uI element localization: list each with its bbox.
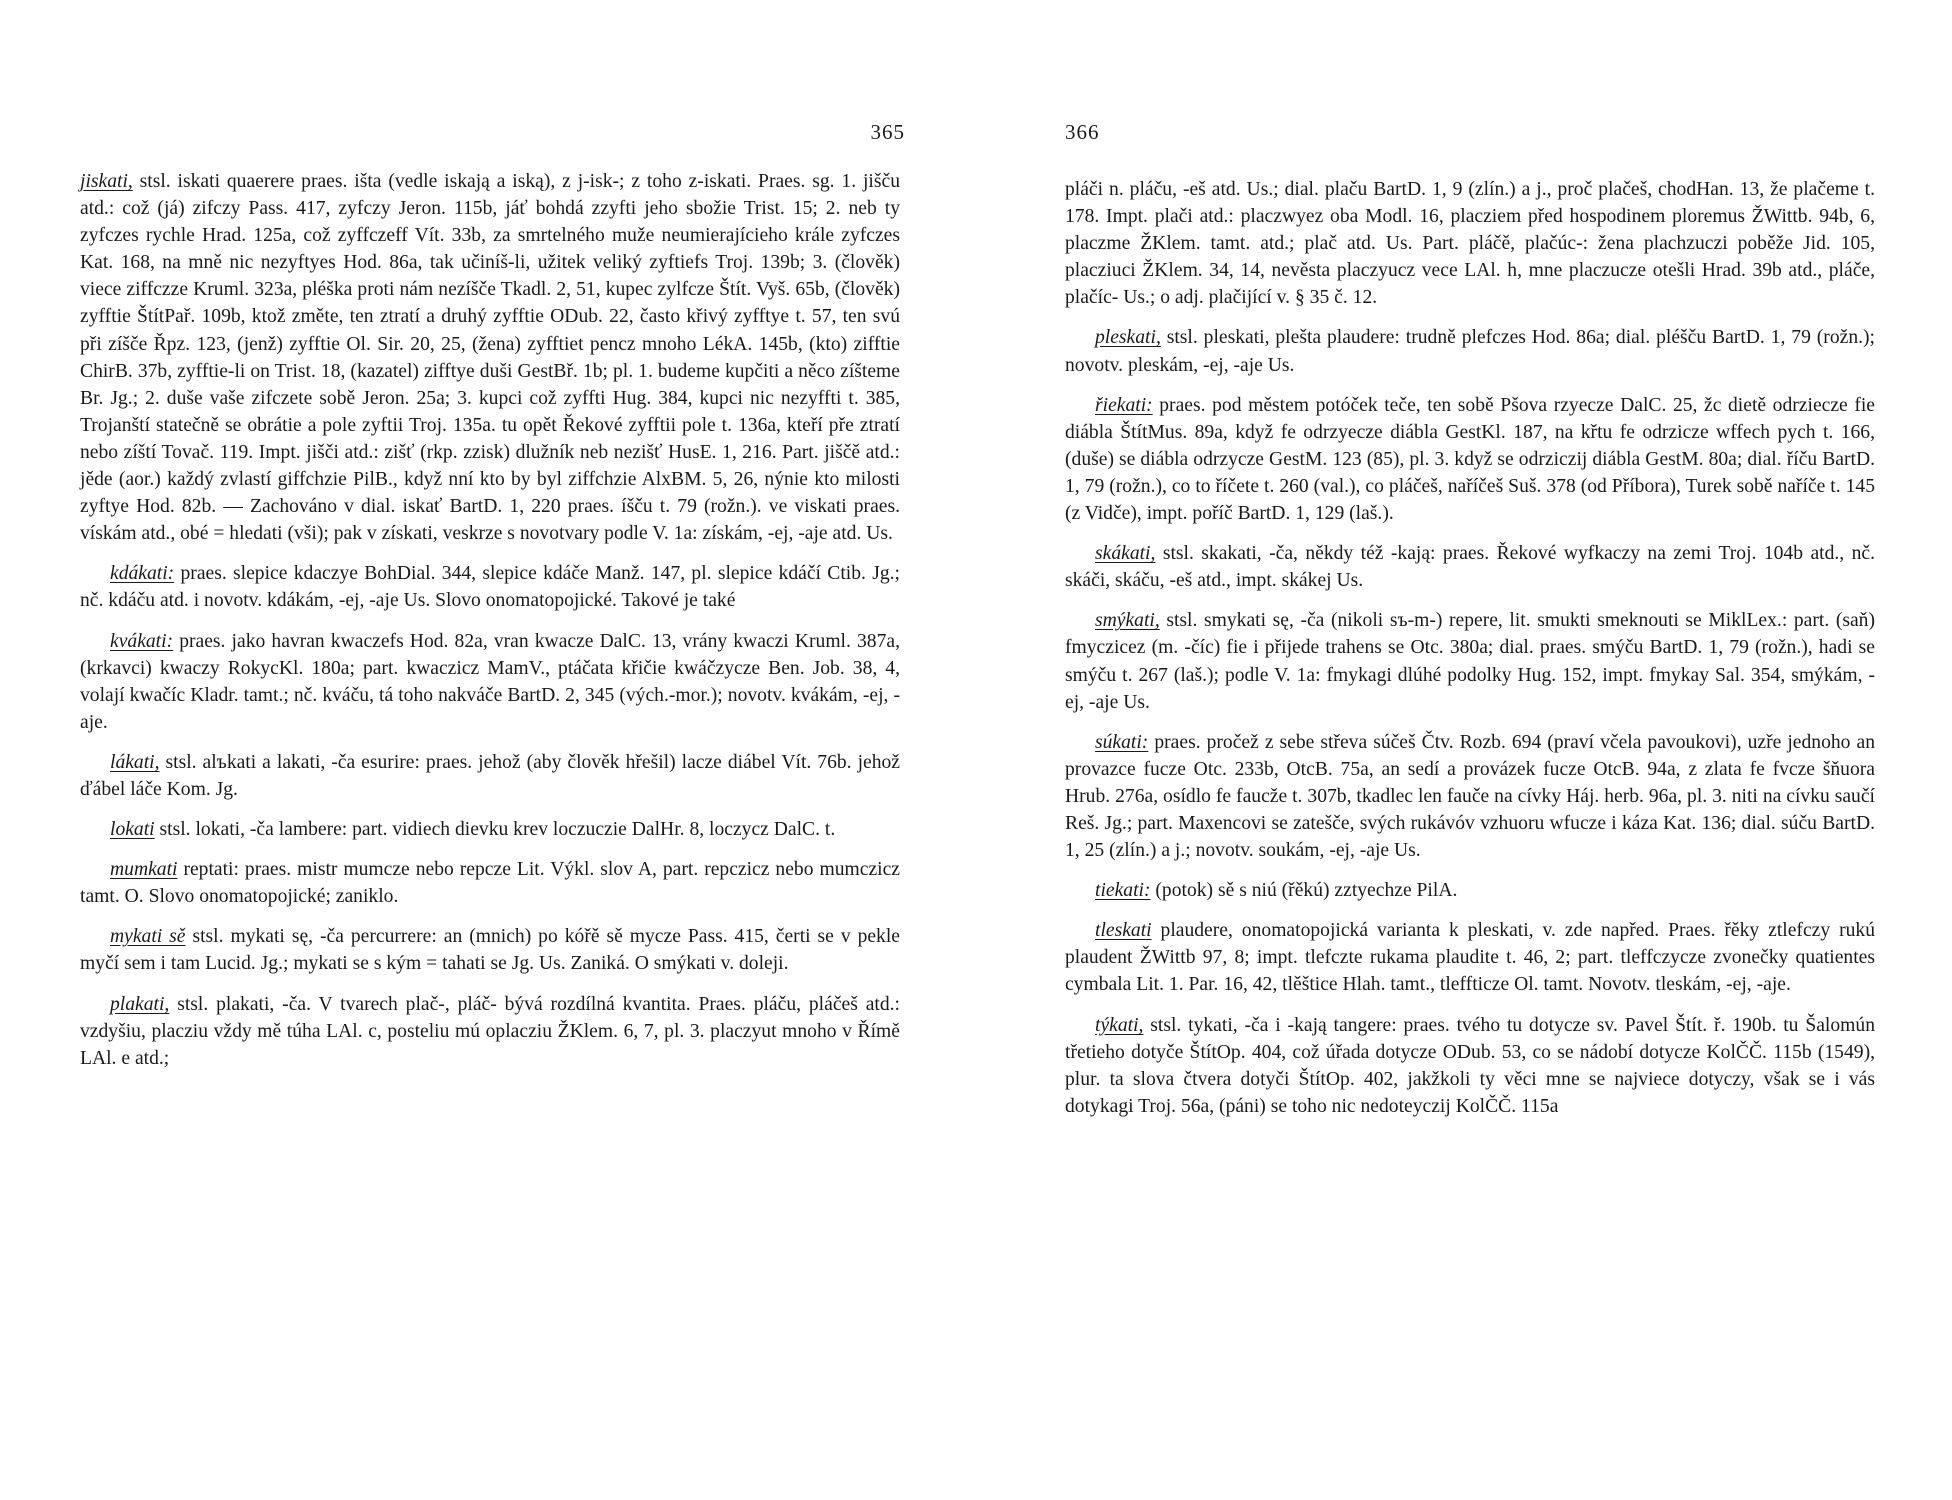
right-page <box>1065 0 1875 1500</box>
dictionary-entry <box>1065 324 1875 378</box>
entry-headword: pleskati, <box>1095 327 1161 349</box>
left-column <box>80 168 900 1085</box>
entry-headword: skákati, <box>1095 543 1156 565</box>
entry-headword: lákati, <box>110 751 160 773</box>
dictionary-entry <box>80 856 900 910</box>
entry-headword: mykati sě <box>110 926 186 948</box>
dictionary-entry <box>1065 607 1875 715</box>
entry-headword: kvákati: <box>110 630 174 652</box>
entry-body: stsl. lokati, -ča lambere: part. vidiech dievku krev loczuczie DalHr. 8, loczycz DalC. t. <box>154 819 836 841</box>
entry-body: pláči n. pláču, -eš atd. Us.; dial. plaču BartD. 1, 9 (zlín.) a j., proč plačeš, chodHan. 13, že plačeme t. 178. Impt. plači atd.: placzwyez oba Modl. 16, placziem před hospodinem ploremus ŽWittb. 94b, 6, placzme ŽKlem. tamt. atd.; plač atd. Us. Part. pláčě, plačúc-: žena plachzuczi poběže Jid. 105, placziuci ŽKlem. 34, 14, nevěsta placzyucz vece LAl. h, mne placzucze otešli Hrad. 39b atd., pláče, plačíc- Us.; o adj. plačijící v. § 35 č. 12. <box>1065 179 1875 309</box>
entry-body: stsl. alъkati a lakati, -ča esurire: praes. jehož (aby člověk hřešil) lacze diábel Vít. 76b. jehož ďábel láče Kom. Jg. <box>80 751 900 800</box>
entry-headword: plakati, <box>110 993 170 1015</box>
entry-body: stsl. pleskati, plešta plaudere: trudně plefczes Hod. 86a; dial. pléšču BartD. 1, 79 (rožn.); novotv. pleskám, -ej, -aje Us. <box>1065 327 1875 376</box>
entry-body: praes. pod městem potóček teče, ten sobě Pšova rzyecze DalC. 25, žc dietě odrziecze fie diábla ŠtítMus. 89a, když fe odrzyecze diábla GestKl. 187, na křtu fe odrzicze wffech pych t. 166, (duše) se diábla odrzycze GestM. 123 (85), pl. 3. když se odrziczij diábla GestM. 80a; dial. říču BartD. 1, 79 (rožn.), co to říčete t. 260 (val.), co pláčeš, naříčeš Suš. 378 (od Příbora), Turek sobě naříče t. 145 (z Vidče), impt. poříč BartD. 1, 129 (laš.). <box>1065 394 1875 525</box>
page-number-left: 365 <box>870 120 905 144</box>
entry-body: reptati: praes. mistr mumcze nebo repcze Lit. Výkl. slov A, part. repczicz nebo mumczicz tamt. O. Slovo onomatopojické; zaniklo. <box>80 859 900 908</box>
entry-body: stsl. skakati, -ča, někdy též -kają: praes. Řekové wyfkaczy na zemi Troj. 104b atd., nč. skáči, skáču, -eš atd., impt. skákej Us. <box>1065 543 1875 592</box>
entry-headword: súkati: <box>1095 731 1149 753</box>
dictionary-entry <box>1065 176 1875 311</box>
entry-headword: jiskati, <box>80 171 133 192</box>
entry-headword: tiekati: <box>1095 880 1151 902</box>
dictionary-entry <box>1065 917 1875 998</box>
dictionary-entry <box>1065 540 1875 594</box>
entry-body: praes. jako havran kwaczefs Hod. 82a, vran kwacze DalC. 13, vrány kwaczi Kruml. 387a, (krkavci) kwaczy RokycKl. 180a; part. kwaczicz MamV., ptáčata křičie kwáčzycze Ben. Job. 38, 4, volají kwačíc Kladr. tamt.; nč. kváču, tá toho nakváče BartD. 2, 345 (vých.-mor.); novotv. kvákám, -ej, -aje. <box>80 630 900 733</box>
right-column <box>1065 176 1875 1133</box>
entry-headword: smýkati, <box>1095 610 1160 632</box>
entry-headword: řiekati: <box>1095 394 1153 416</box>
dictionary-entry <box>1065 392 1875 527</box>
dictionary-entry <box>80 749 900 803</box>
entry-body: stsl. smykati sę, -ča (nikoli sъ-m-) repere, lit. smukti smeknouti se MiklLex.: part. (saň) fmyczicez (m. -číc) fie i přijede trahens se Otc. 380a; dial. praes. smýču BartD. 1, 79 (rožn.), hadi se smýču t. 267 (laš.); podle V. 1a: fmykagi dlúhé podolky Hug. 152, impt. fmykay Sal. 354, smýkám, -ej, -aje Us. <box>1065 610 1875 713</box>
dictionary-entry <box>80 991 900 1072</box>
entry-body: praes. pročež z sebe střeva súčeš Čtv. Rozb. 694 (praví včela pavoukovi), uzře jednoho an provazce fucze Otc. 233b, OtcB. 75a, an sedí a provázek fucze OtcB. 94a, z zlata fe fvcze šňuora Hrub. 276a, osídlo fe faucže t. 307b, tkadlec len fauče na cívky Háj. herb. 96a, pl. 3. niti na cívku saučí Reš. Jg.; part. Maxencovi se zatešče, svých rukávóv vzhuoru wfucze i káza Kat. 136; dial. súču BartD. 1, 25 (zlín.) a j.; novotv. soukám, -ej, -aje Us. <box>1065 731 1875 862</box>
entry-headword: tleskati <box>1095 920 1152 942</box>
entry-headword: kdákati: <box>110 563 175 585</box>
left-page <box>80 0 905 1500</box>
entry-headword: lokati <box>110 819 155 841</box>
dictionary-entry <box>80 560 900 614</box>
entry-body: praes. slepice kdaczye BohDial. 344, slepice kdáče Manž. 147, pl. slepice kdáčí Ctib. Jg.; nč. kdáču atd. i novotv. kdákám, -ej, -aje Us. Slovo onomatopojické. Takové je také <box>80 563 900 612</box>
entry-body: stsl. mykati sę, -ča percurrere: an (mnich) po kóřě sě mycze Pass. 415, čerti se v pekle myčí sem i tam Lucid. Jg.; mykati se s kým = tahati se Jg. Us. Zaniká. O smýkati v. doleji. <box>80 926 900 975</box>
dictionary-entry <box>80 628 900 736</box>
dictionary-entry <box>1065 1012 1875 1120</box>
dictionary-entry <box>80 923 900 977</box>
entry-headword: týkati, <box>1095 1014 1144 1036</box>
entry-body: stsl. plakati, -ča. V tvarech plač-, pláč- bývá rozdílná kvantita. Praes. pláču, pláčeš atd.: vzdyšiu, placziu vždy mě túha LAl. c, posteliu mú oplacziu ŽKlem. 6, 7, pl. 3. placzyut mnoho v Římě LAl. e atd.; <box>80 993 900 1069</box>
dictionary-entry <box>1065 729 1875 864</box>
entry-body: plaudere, onomatopojická varianta k pleskati, v. zde napřed. Praes. řěky ztlefczy rukú plaudent ŽWittb 97, 8; impt. tlefczte rukama plaudite t. 46, 2; part. tleffczycze zvonečky quatientes cymbala Lit. 1. Par. 16, 42, tlěštice Hlah. tamt., tleffticze Ol. tamt. Novotv. tleskám, -ej, -aje. <box>1065 920 1875 996</box>
page-number-right: 366 <box>1065 120 1100 144</box>
entry-body: stsl. tykati, -ča i -kają tangere: praes. tvého tu dotycze sv. Pavel Štít. ř. 190b. tu Šalomún třetieho dotyče ŠtítOp. 404, což úřada dotycze ODub. 53, co se nádobí dotycze KolČČ. 115b (1549), plur. ta slova čtvera dotyči ŠtítOp. 402, jakžkoli ty věci mne se najviece dotyczy, však se i vás dotykagi Troj. 56a, (páni) se toho nic nedoteyczij KolČČ. 115a <box>1065 1014 1875 1117</box>
entry-body: stsl. iskati quaerere praes. išta (vedle iskają a iską), z j-isk-; z toho z-iskati. Praes. sg. 1. jišču atd.: což (já) zifczy Pass. 417, zyfczy Jeron. 115b, jáť bohdá zzyfti jeho sbožie Trist. 15; 2. neb ty zyfczes rychle Hrad. 125a, což zyffczeff Vít. 33b, za smrtelného muže neumierajícieho krále zyfczes Kat. 168, na mně nic nezyftyes Hod. 86a, tak učiníš-li, užitek veliký zyftiefs Troj. 139b; 3. (člověk) viece ziffczze Kruml. 323a, pléška proti nám nezíšče Tkadl. 2, 51, kupec zylfcze Štít. Vyš. 65b, (člověk) zyfftie ŠtítPař. 109b, ktož změte, ten ztratí a druhý zyfftie ODub. 22, často křivý zyfftye t. 57, ten svú při zíšče Řpz. 123, (jenž) zyfftie Ol. Sir. 20, 25, (žena) zyfftiet pencz mnoho LékA. 145b, (kto) zifftie ChirB. 37b, zyfftie-li on Trist. 18, (kazatel) zifftye duši GestBř. 1b; pl. 1. budeme kupčiti a něco zíšteme Br. Jg.; 2. duše vaše zifczete sobě Jeron. 25a; 3. kupci což zyffti Hug. 384, kupci nic nezyffti t. 385, Trojanští statečně se obrátie a pole zyftii Troj. 135a. tu opět Řekové zyfftii pole t. 136a, kteří pře ztratí nebo zíští Tovač. 119. Impt. jišči atd.: zišť (rkp. zzisk) dlužník neb nezišť HusE. 1, 216. Part. jiščě atd.: jěde (aor.) každý zvlastí giffchzie PilB., když nní kto by byl ziffchzie AlxBM. 5, 26, nýnie kto milosti zyftye Hod. 82b. — Zachováno v dial. iskať BartD. 1, 220 praes. íšču t. 79 (rožn.). ve viskati praes. vískám atd., obé = hledati (vši); pak v získati, veskrze s novotvary podle V. 1a: získám, -ej, -aje atd. Us. <box>80 171 900 545</box>
dictionary-entry <box>80 816 900 843</box>
entry-headword: mumkati <box>110 859 178 881</box>
dictionary-entry <box>80 168 900 547</box>
dictionary-entry <box>1065 877 1875 904</box>
entry-body: (potok) sě s niú (řěkú) zztyechze PilA. <box>1150 880 1458 902</box>
